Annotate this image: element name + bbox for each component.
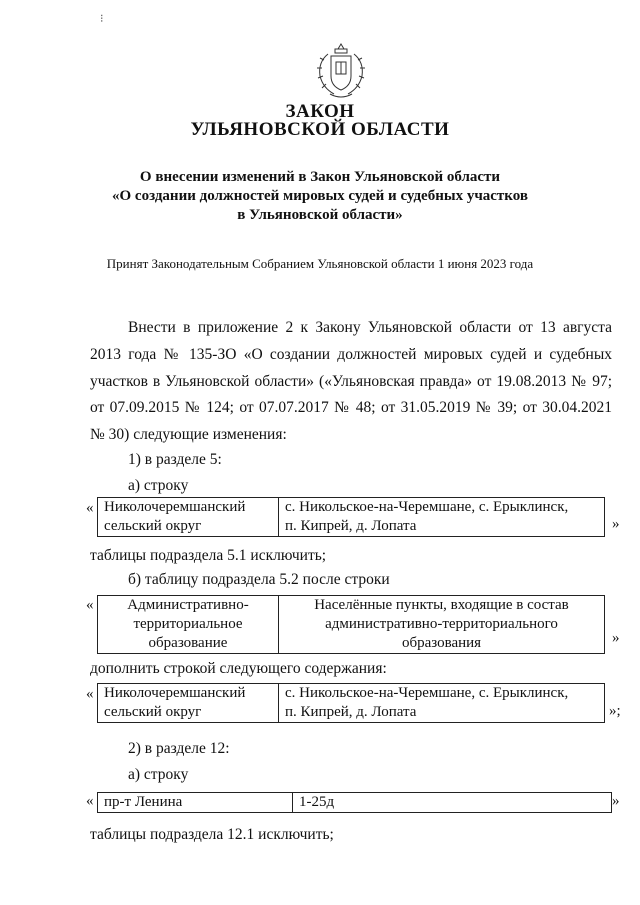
table3-col2-line1: с. Никольское-на-Черемшане, с. Ерыклинск,	[285, 685, 569, 701]
table3	[97, 683, 605, 723]
table3-close-quote: »;	[609, 703, 621, 719]
table2-col1-line3: образование	[148, 635, 228, 651]
intro-line-4: от 07.09.2015 № 124; от 07.07.2017 № 48; от 31.05.2019 № 39; от 30.04.2021	[90, 399, 612, 416]
table3-col1-line1: Николочеремшанский	[104, 685, 246, 701]
table2-col1-line2: территориальное	[133, 616, 243, 632]
table2	[97, 595, 605, 654]
subtitle-line-3: в Ульяновской области»	[237, 207, 403, 223]
table2-col1	[98, 596, 279, 654]
table2-col2-line2: административно-территориального	[325, 616, 558, 632]
table1-close-quote: »	[612, 516, 620, 532]
table1-col1	[98, 498, 279, 537]
table1-col2	[279, 498, 605, 537]
table1-col1-line2: сельский округ	[104, 518, 202, 534]
coat-of-arms-icon	[310, 40, 372, 102]
table3-col2	[279, 684, 605, 723]
table1-open-quote: «	[86, 500, 94, 516]
table2-close-quote: »	[612, 630, 620, 646]
table4-open-quote: «	[86, 793, 94, 809]
item-2a: а) строку	[128, 766, 189, 783]
item-2: 2) в разделе 12:	[128, 740, 230, 757]
intro-line-3: участков в Ульяновской области» («Ульяновская правда» от 19.08.2013 № 97;	[90, 373, 612, 390]
intro-line-5: № 30) следующие изменения:	[90, 426, 287, 443]
table3-open-quote: «	[86, 686, 94, 702]
law-region: УЛЬЯНОВСКОЙ ОБЛАСТИ	[190, 119, 450, 140]
intro-line-2: 2013 года № 135-ЗО «О создании должностей мировых судей и судебных	[90, 346, 612, 363]
intro-line-1: Внести в приложение 2 к Закону Ульяновской области от 13 августа	[128, 319, 612, 336]
adoption-note: Принят Законодательным Собранием Ульяновской области 1 июня 2023 года	[106, 256, 534, 271]
table3-col2-line2: п. Кипрей, д. Лопата	[285, 704, 417, 720]
table2-col2-line1: Населённые пункты, входящие в состав	[314, 597, 569, 613]
subtitle-line-2: «О создании должностей мировых судей и судебных участков	[112, 188, 528, 204]
item-1b: б) таблицу подраздела 5.2 после строки	[128, 571, 390, 588]
after-table2: дополнить строкой следующего содержания:	[90, 660, 387, 677]
law-title: ЗАКОН	[285, 101, 355, 122]
table1-col2-line1: с. Никольское-на-Черемшане, с. Ерыклинск,	[285, 499, 569, 515]
table2-col2	[279, 596, 605, 654]
item-1a: а) строку	[128, 477, 189, 494]
item-1: 1) в разделе 5:	[128, 451, 222, 468]
table1-col2-line2: п. Кипрей, д. Лопата	[285, 518, 417, 534]
table4	[97, 792, 612, 813]
table1	[97, 497, 605, 537]
table2-col1-line1: Административно-	[127, 597, 249, 613]
scan-mark: ⁝	[100, 13, 104, 25]
table1-col1-line1: Николочеремшанский	[104, 499, 246, 515]
table4-col1: пр-т Ленина	[98, 793, 293, 813]
after-table4: таблицы подраздела 12.1 исключить;	[90, 826, 334, 843]
table2-col2-line3: образования	[401, 635, 482, 651]
table4-close-quote: »	[612, 793, 620, 809]
table4-col2: 1-25д	[293, 793, 612, 813]
table2-open-quote: «	[86, 597, 94, 613]
subtitle-line-1: О внесении изменений в Закон Ульяновской области	[139, 169, 501, 185]
after-table1: таблицы подраздела 5.1 исключить;	[90, 547, 327, 564]
table3-col1-line2: сельский округ	[104, 704, 202, 720]
table3-col1	[98, 684, 279, 723]
